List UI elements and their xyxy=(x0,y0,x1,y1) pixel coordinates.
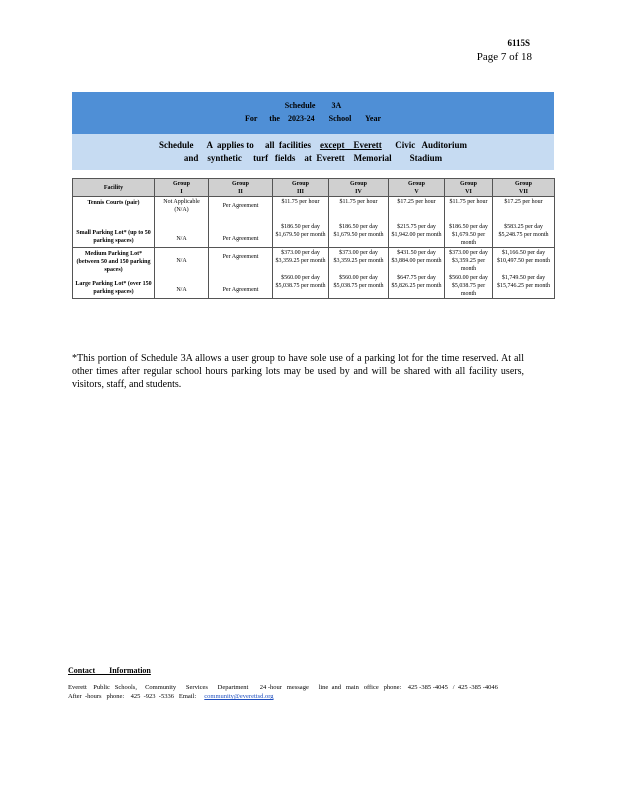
group-6-cell xyxy=(445,197,493,248)
schedule-title-band xyxy=(72,92,554,134)
contact-line-2 xyxy=(68,693,274,700)
group-4-cell xyxy=(329,248,389,299)
after-hours-phone: After -hours phone: 425 -923 -5336 Email: xyxy=(68,693,205,700)
group-3-cell xyxy=(273,248,329,299)
fee-value: $11.75 per hour xyxy=(281,199,320,205)
col-header-facility-label: Facility xyxy=(103,184,124,191)
fee-value: Not Applicable (N/A) xyxy=(163,199,200,213)
fee-value: $560.00 per day $5,038.75 per month xyxy=(449,275,488,297)
fee-value: $186.50 per day $1,679.50 per month xyxy=(275,224,326,238)
fee-value: $583.25 per day $5,248.75 per month xyxy=(498,224,549,238)
fee-value: Per Agreement xyxy=(222,287,259,293)
fee-value: $560.00 per day $5,038.75 per month xyxy=(275,275,326,289)
fee-value: $1,749.50 per day $15,746.25 per month xyxy=(497,275,550,289)
facility-small-parking-lot: Small Parking Lot* (up to 50 parking spaces) xyxy=(76,230,151,244)
fee-value: Per Agreement xyxy=(222,203,259,209)
fee-value: $215.75 per day $1,942.00 per month xyxy=(391,224,442,238)
fee-value: $186.50 per day $1,679.50 per month xyxy=(333,224,384,238)
col-header-label: Group xyxy=(460,180,477,187)
col-header-group-6 xyxy=(445,179,493,197)
col-header-number: IV xyxy=(355,188,362,195)
facility-large-parking-lot: Large Parking Lot* (over 150 parking spaces) xyxy=(75,281,152,295)
col-header-label: Group xyxy=(232,180,249,187)
schedule-year: For the 2023-24 School Year xyxy=(245,114,381,123)
schedule-title: Schedule 3A xyxy=(284,101,342,110)
fee-value: N/A xyxy=(176,258,187,264)
table-header-row xyxy=(73,179,555,197)
facility-cell xyxy=(73,197,155,248)
col-header-number: II xyxy=(238,188,243,195)
table-row xyxy=(73,197,555,248)
col-header-facility xyxy=(73,179,155,197)
fee-value: $11.75 per hour xyxy=(449,199,488,205)
col-header-label: Group xyxy=(292,180,309,187)
group-3-cell xyxy=(273,197,329,248)
fee-value: $17.25 per hour xyxy=(397,199,436,205)
fee-value: $431.50 per day $3,884.00 per month xyxy=(391,250,442,264)
subtitle-line-1 xyxy=(72,140,554,150)
col-header-group-5 xyxy=(389,179,445,197)
page-number: Page 7 of 18 xyxy=(476,51,532,63)
contact-email-link[interactable]: community@everettsd.org xyxy=(204,693,274,700)
table-row xyxy=(73,248,555,299)
col-header-label: Group xyxy=(408,180,425,187)
subtitle-line-2: and synthetic turf fields at Everett Memorial Stadium xyxy=(183,153,443,163)
group-7-cell xyxy=(493,248,555,299)
col-header-number: VI xyxy=(465,188,472,195)
contact-heading: Contact Information xyxy=(68,666,151,675)
col-header-number: V xyxy=(414,188,419,195)
col-header-label: Group xyxy=(515,180,532,187)
fee-value: N/A xyxy=(176,236,187,242)
fee-value: $1,166.50 per day $10,497.50 per month xyxy=(497,250,550,264)
col-header-group-3 xyxy=(273,179,329,197)
policy-code: 6115S xyxy=(507,38,530,48)
facility-medium-parking-lot: Medium Parking Lot* (between 50 and 150 parking spaces) xyxy=(76,251,151,273)
group-5-cell xyxy=(389,197,445,248)
fee-value: N/A xyxy=(176,287,187,293)
col-header-number: III xyxy=(296,188,304,195)
group-1-cell xyxy=(155,248,209,299)
fee-value: Per Agreement xyxy=(222,236,259,242)
subtitle-part-2: Civic Auditorium xyxy=(381,140,468,150)
group-2-cell xyxy=(209,197,273,248)
col-header-number: I xyxy=(180,188,183,195)
contact-line-1: Everett Public Schools, Community Services Department 24 -hour message line and main office phone: 425 -385 -4045 / 425 -385 -4046 xyxy=(68,684,498,691)
fee-value: Per Agreement xyxy=(222,254,259,260)
facility-cell xyxy=(73,248,155,299)
fee-value: $373.00 per day $3,359.25 per month xyxy=(449,250,488,272)
group-5-cell xyxy=(389,248,445,299)
fee-value: $560.00 per day $5,038.75 per month xyxy=(333,275,384,289)
col-header-group-7 xyxy=(493,179,555,197)
col-header-group-1 xyxy=(155,179,209,197)
facility-tennis-courts: Tennis Courts (pair) xyxy=(87,200,140,206)
fee-value: $11.75 per hour xyxy=(339,199,378,205)
col-header-group-4 xyxy=(329,179,389,197)
col-header-group-2 xyxy=(209,179,273,197)
parking-footnote: *This portion of Schedule 3A allows a user group to have sole use of a parking lot for the time reserved. At all other times after regular school hours parking lots may be used by and will be shared with all facility users, visitors, staff, and students. xyxy=(72,353,524,390)
col-header-label: Group xyxy=(350,180,367,187)
fee-value: $647.75 per day $5,826.25 per month xyxy=(391,275,442,289)
fee-value: $186.50 per day $1,679.50 per month xyxy=(449,224,488,246)
fee-value: $373.00 per day $3,359.25 per month xyxy=(275,250,326,264)
col-header-number: VII xyxy=(518,188,528,195)
schedule-subtitle-band xyxy=(72,134,554,170)
subtitle-part-1: Schedule A applies to all facilities xyxy=(158,140,320,150)
group-4-cell xyxy=(329,197,389,248)
col-header-label: Group xyxy=(173,180,190,187)
group-2-cell xyxy=(209,248,273,299)
group-6-cell xyxy=(445,248,493,299)
group-1-cell xyxy=(155,197,209,248)
fee-table xyxy=(72,178,555,299)
fee-value: $373.00 per day $3,359.25 per month xyxy=(333,250,384,264)
group-7-cell xyxy=(493,197,555,248)
fee-value: $17.25 per hour xyxy=(504,199,543,205)
subtitle-underlined: except Everett xyxy=(319,140,382,150)
